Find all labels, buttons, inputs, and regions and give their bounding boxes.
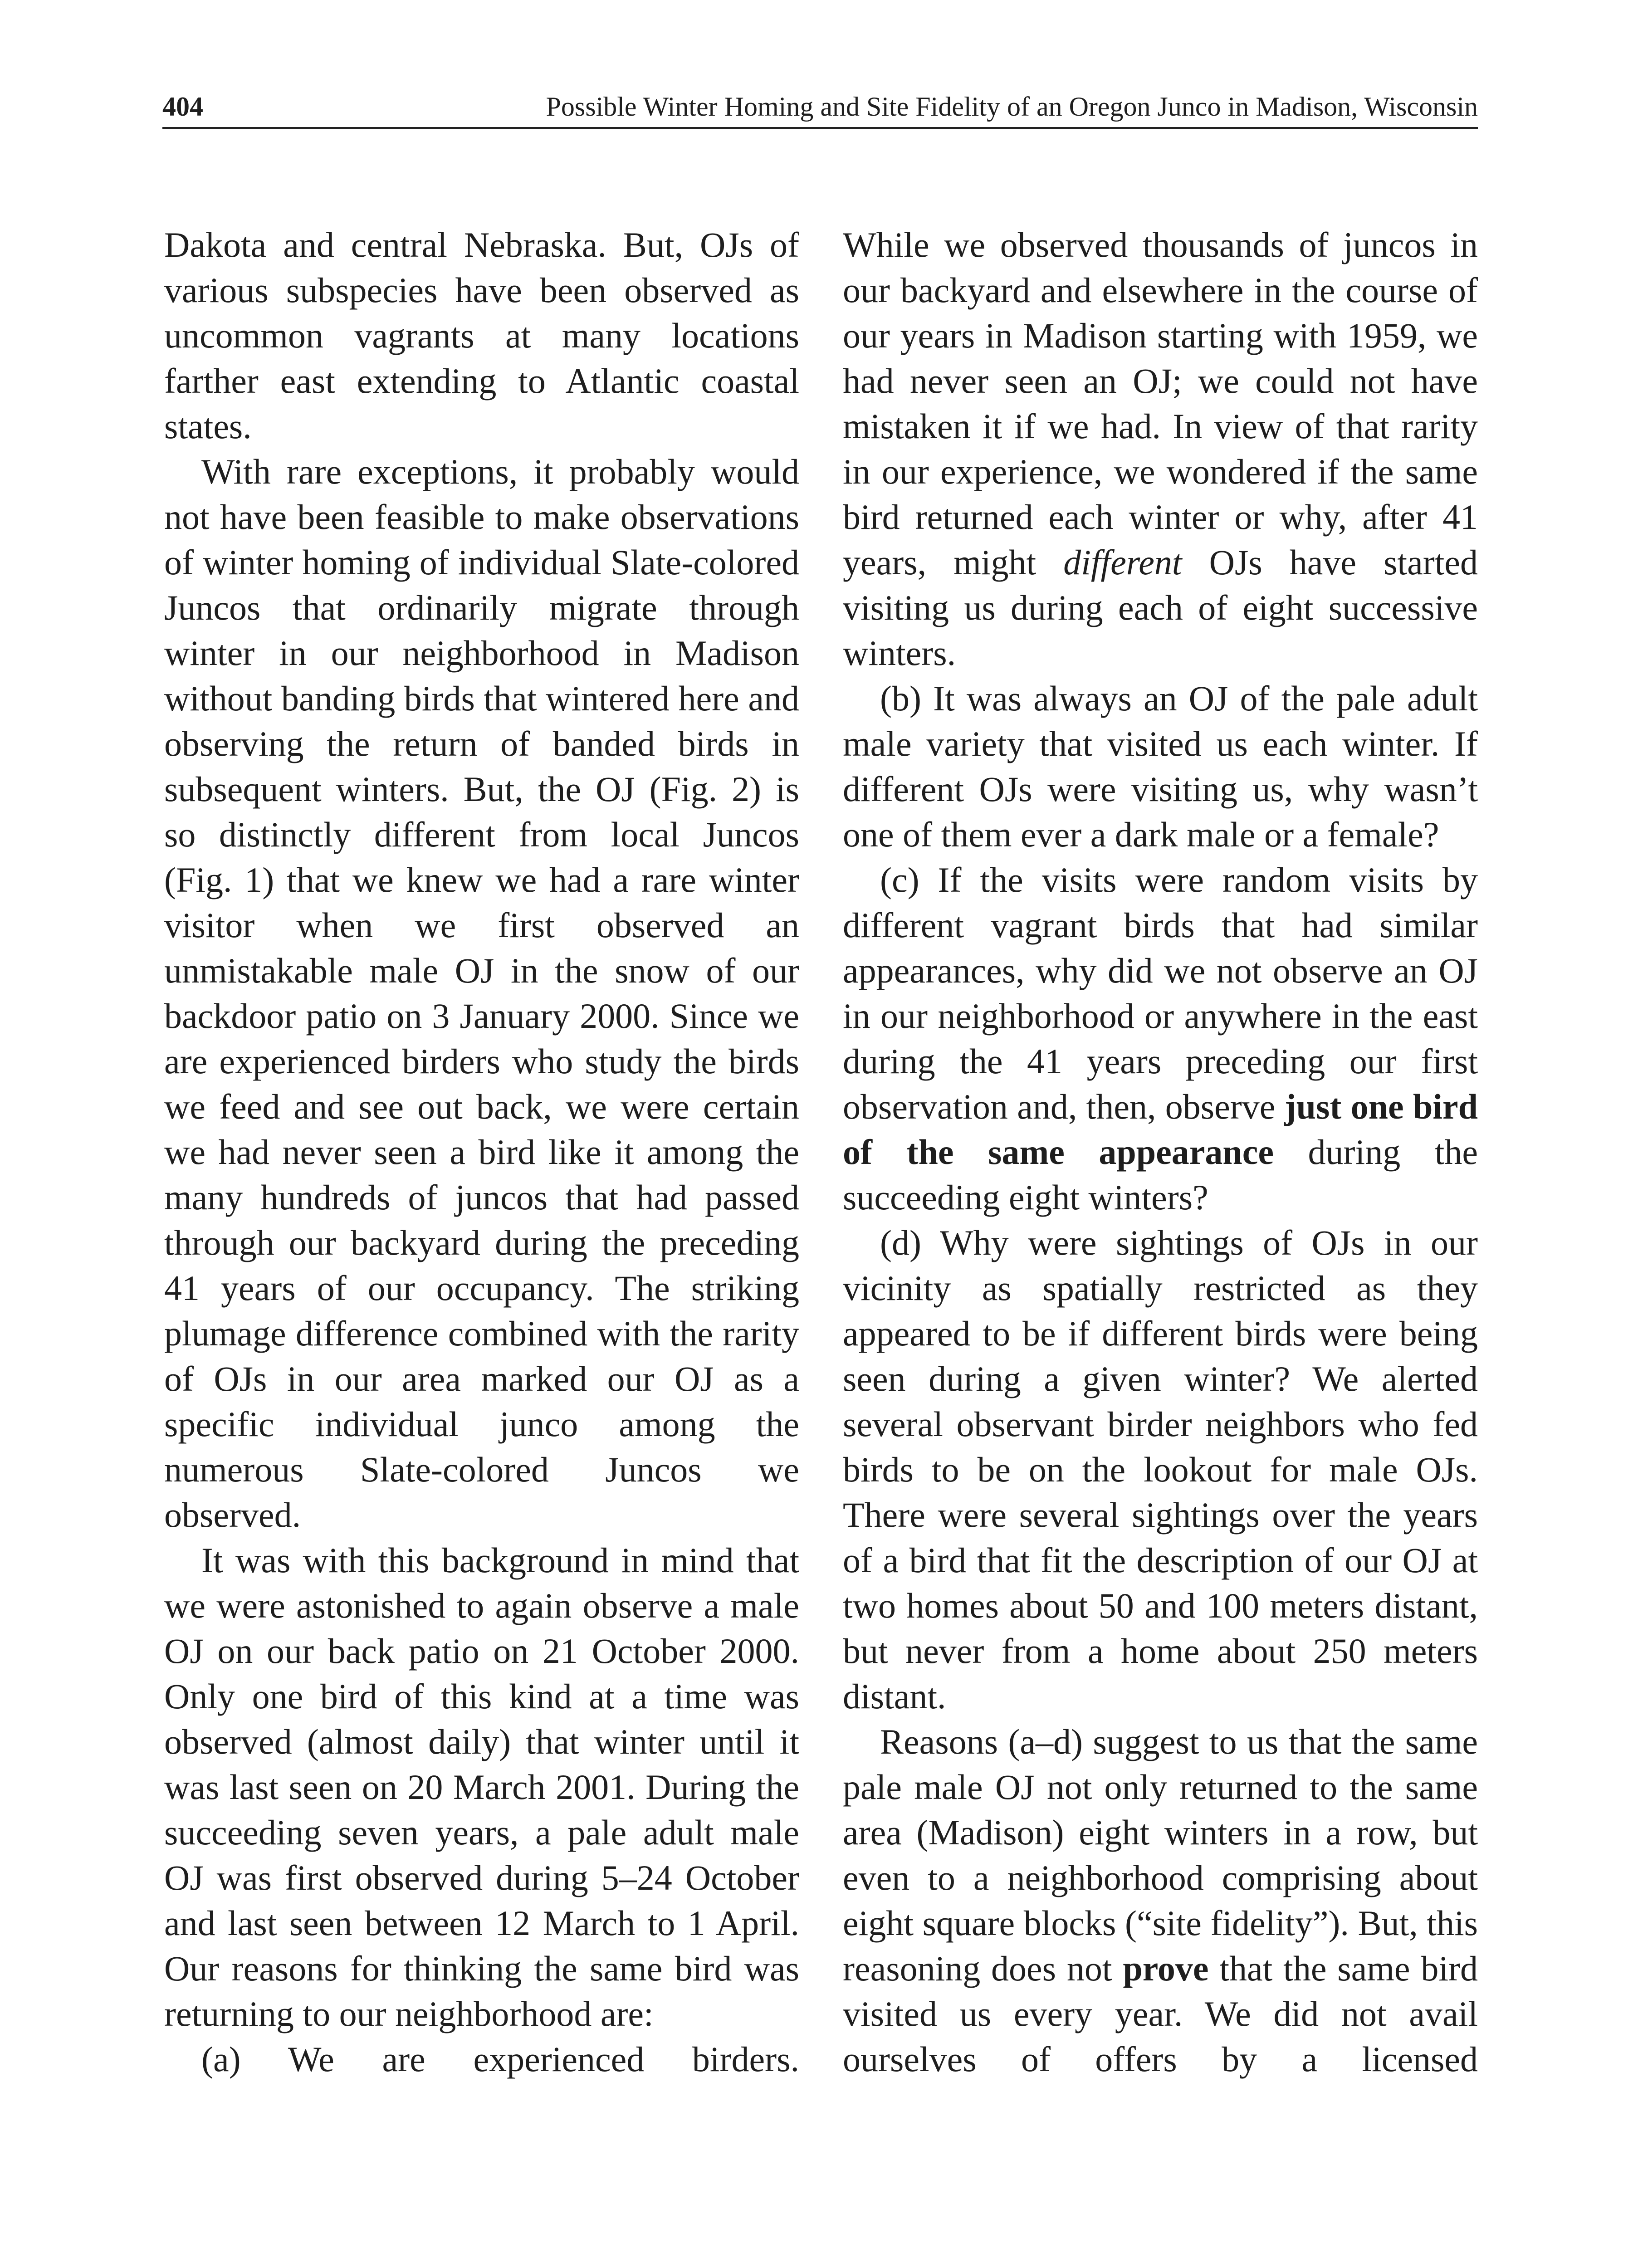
emphasis-text: different <box>1063 543 1182 582</box>
text-run: (c) If the visits were random visits by different vagrant birds that had similar appearances, why did we not observe an OJ in our neighborhood or anywhere in the east during the 41 years preceding our first observation and, then, observe <box>843 860 1478 1126</box>
text-run: during the succeeding eight winters? <box>843 1132 1478 1217</box>
paragraph: Dakota and central Nebraska. But, OJs of various subspecies have been observed as uncommon vagrants at many locations farther east extending to Atlantic coastal states. <box>164 225 799 446</box>
text-run: that the same bird visited us every year. We did not avail ourselves of offers by a licensed <box>843 1949 1478 2079</box>
text-run: OJs have started visiting us during each of eight successive winters. <box>843 543 1478 673</box>
text-run: Reasons (a–d) suggest to us that the same pale male OJ not only returned to the same area (Madison) eight winters in a row, but even to a neighborhood comprising about eight square blocks (“site fidelity”). But, this reasoning does not <box>843 1722 1478 1988</box>
paragraph: (b) It was always an OJ of the pale adult male variety that visited us each winter. If different OJs were visiting us, why wasn’t one of them ever a dark male or a female? <box>843 679 1478 854</box>
right-column <box>843 222 1478 2082</box>
running-title: Possible Winter Homing and Site Fidelity of an Oregon Junco in Madison, Wisconsin <box>546 92 1478 122</box>
running-head <box>162 77 1478 129</box>
bold-text: prove <box>1123 1949 1209 1988</box>
paragraph: It was with this background in mind that we were astonished to again observe a male OJ on our back patio on 21 October 2000. Only one bird of this kind at a time was observed (almost daily) that winter until it was last seen on 20 March 2001. During the succeeding seven years, a pale adult male OJ was first observed during 5–24 October and last seen between 12 March to 1 April. Our reasons for thinking the same bird was returning to our neighborhood are: <box>164 1540 799 2033</box>
paragraph <box>843 222 1478 676</box>
paragraph: (a) We are experienced birders. <box>201 2039 799 2079</box>
paragraph: With rare exceptions, it probably would not have been feasible to make observations of winter homing of individual Slate-colored Juncos that ordinarily migrate through winter in our neighborhood in Madison without banding birds that wintered here and observing the return of banded birds in subsequent winters. But, the OJ (Fig. 2) is so distinctly different from local Juncos (Fig. 1) that we knew we had a rare winter visitor when we first observed an unmistakable male OJ in the snow of our backdoor patio on 3 January 2000. Since we are experienced birders who study the birds we feed and see out back, we were certain we had never seen a bird like it among the many hundreds of juncos that had passed through our backyard during the preceding 41 years of our occupancy. The striking plumage difference combined with the rarity of OJs in our area marked our OJ as a specific individual junco among the numerous Slate-colored Juncos we observed. <box>164 452 799 1535</box>
left-column <box>164 222 799 2082</box>
text-run: While we observed thousands of juncos in our backyard and elsewhere in the course of our years in Madison starting with 1959, we had never seen an OJ; we could not have mistaken it if we had. In view of that rarity in our experience, we wondered if the same bird returned each winter or why, after 41 years, might <box>843 225 1478 582</box>
paragraph <box>843 1719 1478 2082</box>
page-number: 404 <box>162 92 203 122</box>
bold-text: just one bird of the same appearance <box>843 1087 1478 1172</box>
paragraph <box>843 857 1478 1220</box>
paragraph: (d) Why were sightings of OJs in our vicinity as spatially restricted as they appeared to be if different birds were being seen during a given winter? We alerted several observant birder neighbors who fed birds to be on the lookout for male OJs. There were several sightings over the years of a bird that fit the description of our OJ at two homes about 50 and 100 meters distant, but never from a home about 250 meters distant. <box>843 1223 1478 1716</box>
